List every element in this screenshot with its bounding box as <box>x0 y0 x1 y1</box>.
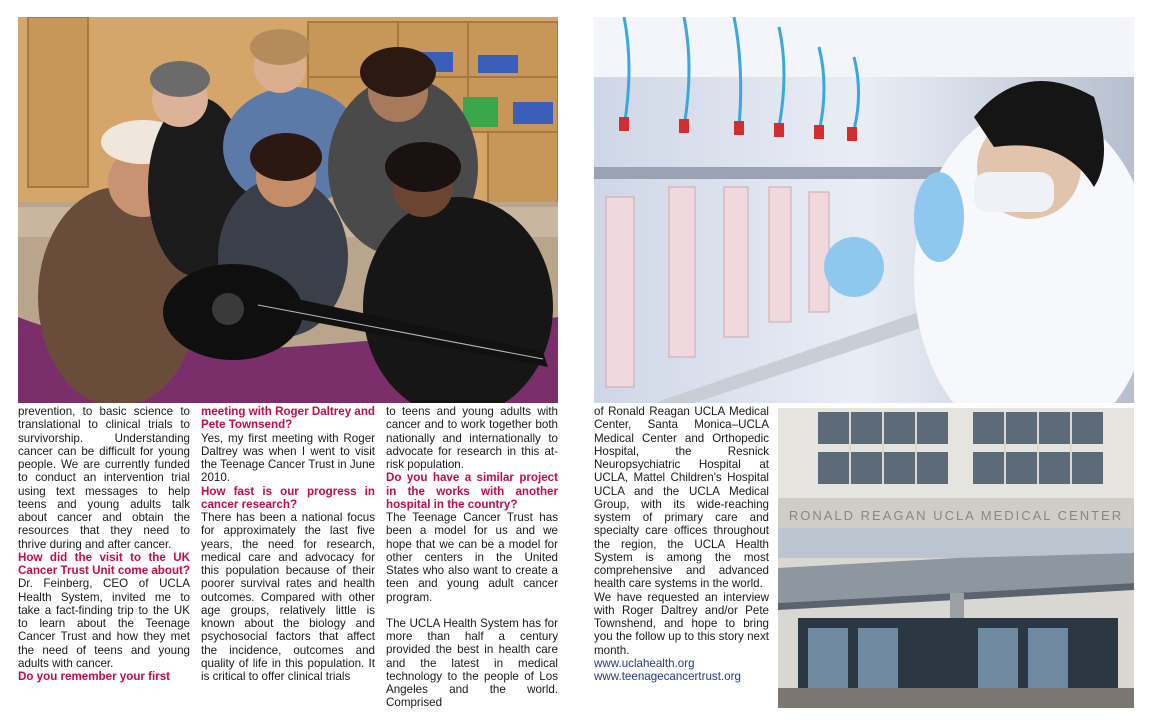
ucla-health-link[interactable]: www.uclahealth.org <box>594 656 695 670</box>
building-sign-text: RONALD REAGAN UCLA MEDICAL CENTER <box>788 508 1124 523</box>
col3-paragraph-2: The Teenage Cancer Trust has been a model for us and we hope that we can be a model for other centers in the United States who also want to create a teen and young adult cancer program. <box>386 511 558 604</box>
col1-question-2: Do you remember your first <box>18 670 171 683</box>
paragraph-gap <box>386 604 558 617</box>
lab-photo <box>594 17 1134 403</box>
col2-question-continued: meeting with Roger Daltrey and Pete Townsend? <box>201 405 375 432</box>
col3-paragraph-3: The UCLA Health System has for more than half a century provided the best in health care and the latest in medical technology to the people of Los Angeles and the world. Comprised <box>386 616 558 710</box>
group-photo <box>18 17 558 403</box>
col4-paragraph-1: of Ronald Reagan UCLA Medical Center, Santa Monica–UCLA Medical Center and Orthopedic Hospital, the Resnick Neuropsychiatric Hospital at UCLA, Mattel Children's Hospital UCLA and the UCLA Medical Group, with its wide-reaching system of primary care and specialty care offices throughout the region, the UCLA Health System is among the most comprehensive and advanced health care systems in the world. <box>594 405 769 591</box>
col2-paragraph-2: There has been a national focus for approximately the last five years, the need for research, medical care and advocacy for this population because of their poorer survival rates and health outcomes. Compared with other age groups, relatively little is known about the biology and psychosocial factors that affect the incidence, outcomes and quality of life in this population. It is critical to offer clinical trials <box>201 511 375 683</box>
text-column-4 <box>594 405 769 683</box>
building-photo <box>778 408 1134 708</box>
col2-paragraph-1: Yes, my first meeting with Roger Daltrey was when I went to visit the Teenage Cancer Trust in June 2010. <box>201 431 375 485</box>
col1-question-1: How did the visit to the UK Cancer Trust Unit come about? <box>18 550 190 577</box>
col1-paragraph-1: prevention, to basic science to translational to clinical trials to survivorship. Understanding cancer can be difficult for young people. We are currently funded to conduct an intervention trial using text messages to help teens and young adults talk about cancer and obtain the resources that they need to thrive during and after cancer. <box>18 405 190 551</box>
col1-paragraph-2: Dr. Feinberg, CEO of UCLA Health System, invited me to take a fact-finding trip to the UK to learn about the Teenage Cancer Trust and how they met the need of teens and young adults with cancer. <box>18 577 190 670</box>
col3-question-4: Do you have a similar project in the works with another hospital in the country? <box>386 471 558 511</box>
text-column-2 <box>201 405 375 683</box>
text-column-1 <box>18 405 190 683</box>
col2-question-3: How fast is our progress in cancer research? <box>201 484 375 511</box>
teenage-cancer-trust-link[interactable]: www.teenagecancertrust.org <box>594 670 741 683</box>
text-column-3 <box>386 405 558 710</box>
col4-paragraph-2: We have requested an interview with Roger Daltrey and/or Pete Townshend, and hope to bring you the follow up to this story next month. <box>594 590 769 657</box>
col3-paragraph-1: to teens and young adults with cancer and to work together both nationally and internationally to advocate for research in this at-risk population. <box>386 405 558 471</box>
